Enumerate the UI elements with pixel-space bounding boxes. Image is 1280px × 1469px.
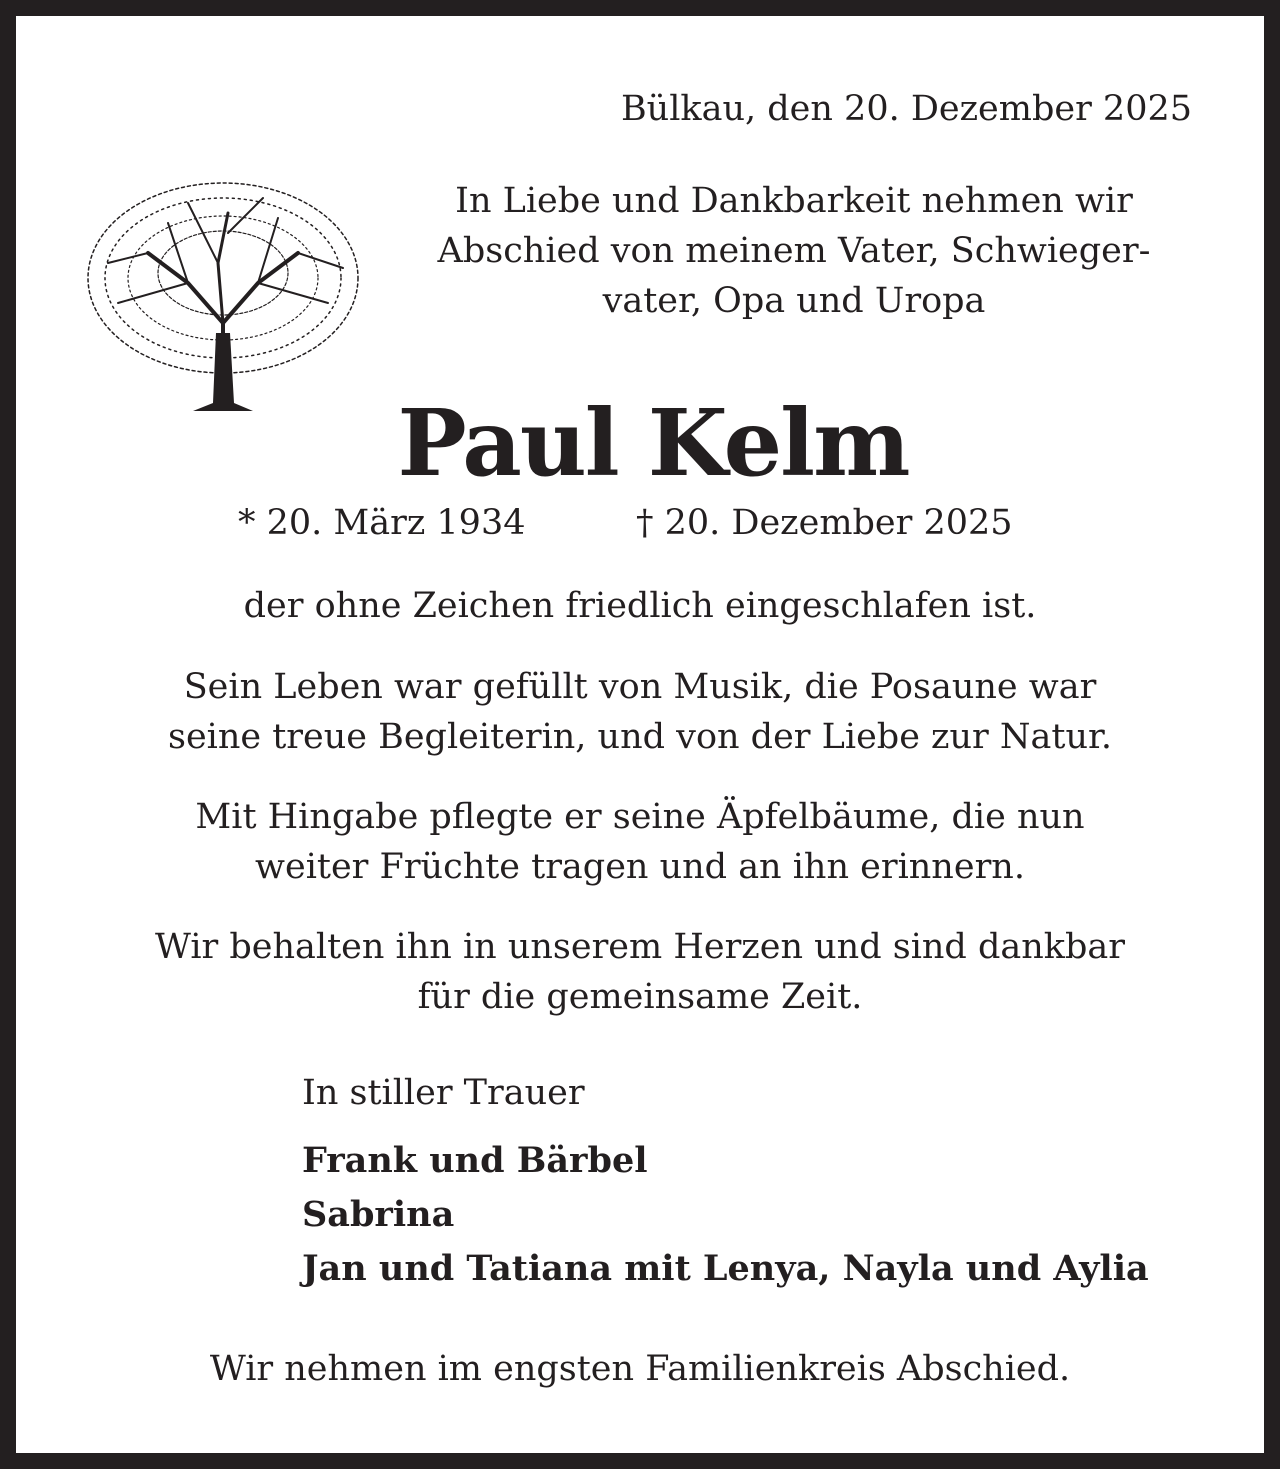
intro-text	[372, 176, 1216, 326]
closing-text: Wir nehmen im engsten Familienkreis Abschied.	[209, 1349, 1071, 1389]
paragraph-line: weiter Früchte tragen und an ihn erinnern.	[255, 847, 1025, 887]
paragraph-line: der ohne Zeichen friedlich eingeschlafen ist.	[243, 586, 1037, 626]
mourner: Sabrina	[302, 1194, 455, 1235]
intro-line: In Liebe und Dankbarkeit nehmen wir	[455, 181, 1133, 221]
paragraph-line: Mit Hingabe pflegte er seine Äpfelbäume, die nun	[195, 797, 1085, 837]
paragraph-line: für die gemeinsame Zeit.	[417, 977, 863, 1017]
paragraph	[16, 792, 1264, 892]
intro-line: Abschied von meinem Vater, Schwieger-	[437, 231, 1151, 271]
paragraph-line: Sein Leben war gefüllt von Musik, die Posaune war	[183, 667, 1097, 707]
birth-date: * 20. März 1934	[238, 503, 526, 543]
mourning-label: In stiller Trauer	[302, 1073, 585, 1113]
paragraph	[16, 922, 1264, 1022]
death-date: † 20. Dezember 2025	[636, 503, 1013, 543]
place-date: Bülkau, den 20. Dezember 2025	[620, 89, 1192, 129]
paragraph	[16, 581, 1264, 631]
intro-line: vater, Opa und Uropa	[602, 281, 986, 321]
deceased-name: Paul Kelm	[397, 389, 909, 497]
mourner: Frank und Bärbel	[302, 1140, 648, 1181]
mourner: Jan und Tatiana mit Lenya, Nayla und Aylia	[302, 1248, 1149, 1289]
paragraph	[16, 662, 1264, 762]
paragraph-line: seine treue Begleiterin, und von der Liebe zur Natur.	[167, 717, 1112, 757]
paragraph-line: Wir behalten ihn in unserem Herzen und sind dankbar	[154, 927, 1125, 967]
tree-icon	[78, 173, 368, 423]
